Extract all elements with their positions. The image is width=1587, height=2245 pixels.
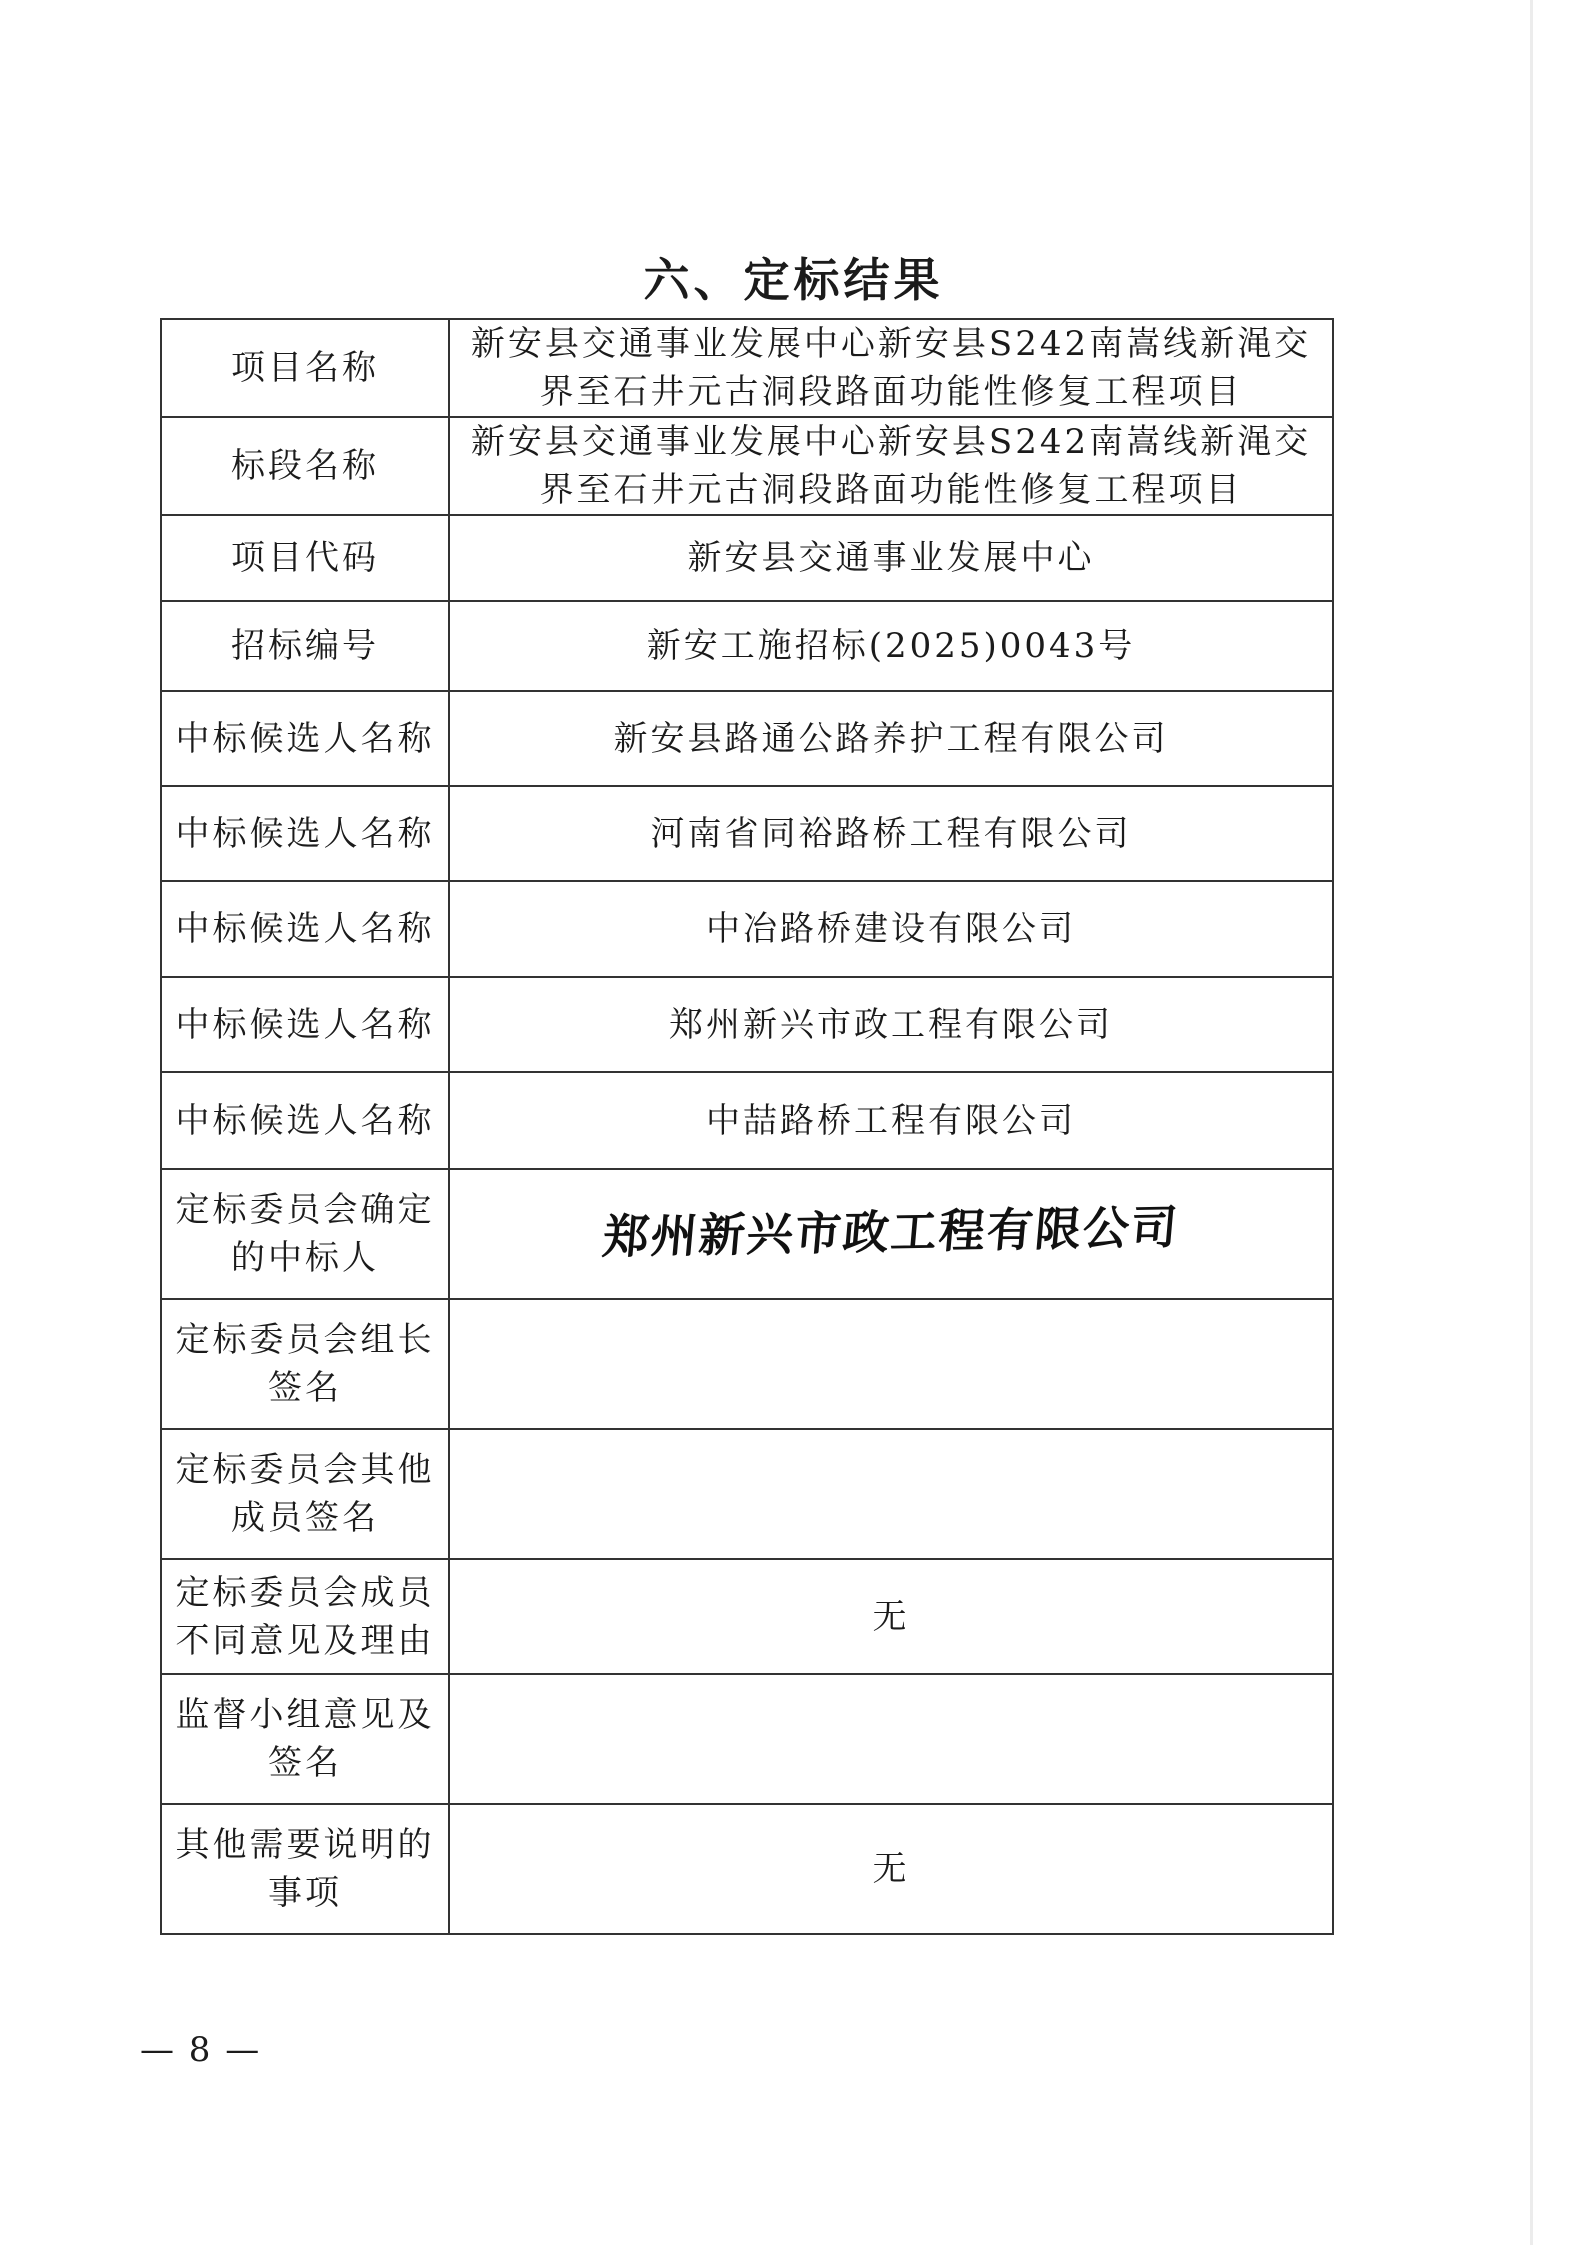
table-row [161, 1559, 1333, 1674]
page-number: — 8 — [140, 2030, 262, 2070]
row-value: 新安县交通事业发展中心新安县S242南嵩线新渑交界至石井元古洞段路面功能性修复工程项目 [449, 417, 1333, 515]
table-row [161, 601, 1333, 691]
row-label: 标段名称 [161, 417, 449, 515]
row-label: 定标委员会成员不同意见及理由 [161, 1559, 449, 1674]
table-row [161, 691, 1333, 786]
table-row [161, 1299, 1333, 1429]
handwritten-winner-cell [449, 1169, 1333, 1299]
row-value: 河南省同裕路桥工程有限公司 [449, 786, 1333, 881]
table-row [161, 1804, 1333, 1934]
row-label: 项目名称 [161, 319, 449, 417]
row-value: 无 [449, 1559, 1333, 1674]
table-row [161, 417, 1333, 515]
handwritten-winner: 郑州新兴市政工程有限公司 [600, 1199, 1182, 1264]
row-label: 其他需要说明的事项 [161, 1804, 449, 1934]
table-row [161, 881, 1333, 977]
scan-edge [1530, 0, 1533, 2245]
row-label: 定标委员会其他成员签名 [161, 1429, 449, 1559]
row-label: 中标候选人名称 [161, 691, 449, 786]
row-label: 中标候选人名称 [161, 977, 449, 1072]
table-row [161, 1169, 1333, 1299]
row-label: 中标候选人名称 [161, 881, 449, 977]
row-value: 中喆路桥工程有限公司 [449, 1072, 1333, 1169]
row-value: 郑州新兴市政工程有限公司 [449, 977, 1333, 1072]
row-value: 新安县交通事业发展中心新安县S242南嵩线新渑交界至石井元古洞段路面功能性修复工程项目 [449, 319, 1333, 417]
row-value: 新安县交通事业发展中心 [449, 515, 1333, 601]
row-value: 新安工施招标(2025)0043号 [449, 601, 1333, 691]
row-value: 中冶路桥建设有限公司 [449, 881, 1333, 977]
row-label: 招标编号 [161, 601, 449, 691]
row-value: 新安县路通公路养护工程有限公司 [449, 691, 1333, 786]
row-value [449, 1674, 1333, 1804]
row-value [449, 1429, 1333, 1559]
table-row [161, 515, 1333, 601]
row-label: 中标候选人名称 [161, 786, 449, 881]
table-row [161, 786, 1333, 881]
table-row [161, 1429, 1333, 1559]
row-value: 无 [449, 1804, 1333, 1934]
table-row [161, 319, 1333, 417]
table-row [161, 1674, 1333, 1804]
page-title: 六、定标结果 [643, 253, 944, 307]
row-value [449, 1299, 1333, 1429]
table-row [161, 1072, 1333, 1169]
row-label: 项目代码 [161, 515, 449, 601]
row-label: 定标委员会组长签名 [161, 1299, 449, 1429]
row-label: 定标委员会确定的中标人 [161, 1169, 449, 1299]
row-label: 监督小组意见及签名 [161, 1674, 449, 1804]
table-row [161, 977, 1333, 1072]
row-label: 中标候选人名称 [161, 1072, 449, 1169]
award-result-table [160, 318, 1334, 1935]
